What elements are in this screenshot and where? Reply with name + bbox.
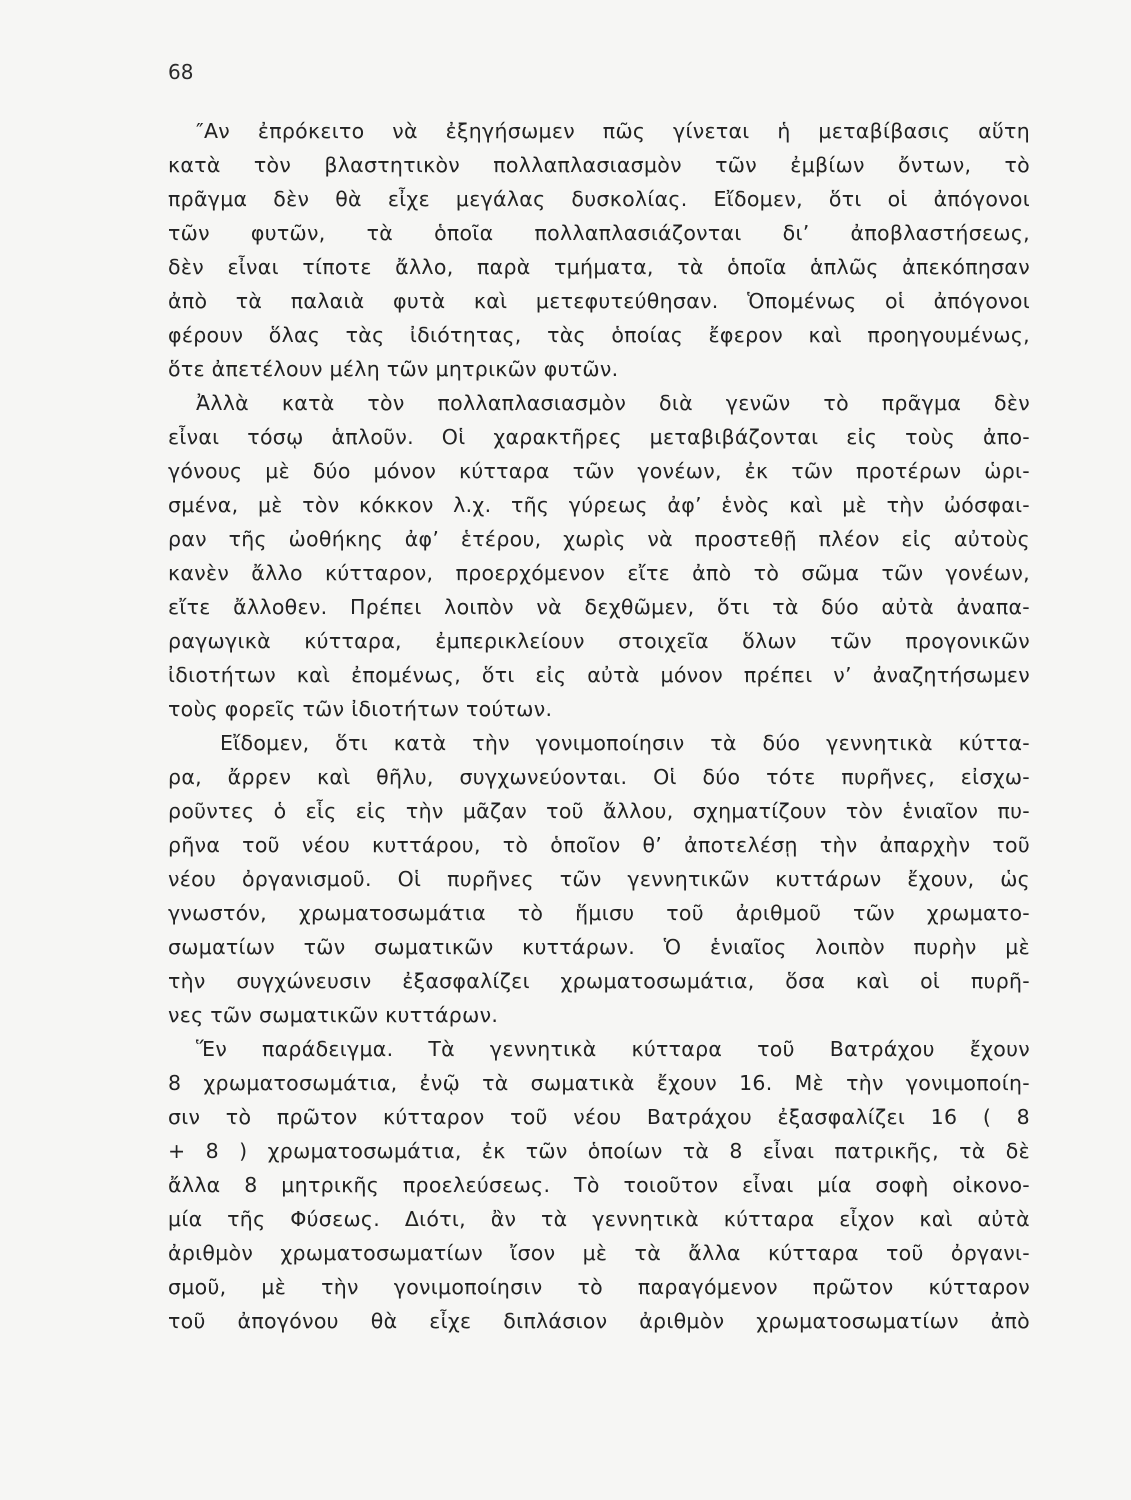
text-line: ραγωγικὰ κύτταρα, ἐμπερικλείουν στοιχεῖα ὅλων τῶν προγονικῶν: [168, 629, 1030, 653]
text-line: εἶναι τόσῳ ἁπλοῦν. Οἱ χαρακτῆρες μεταβιβάζονται εἰς τοὺς ἀπο-: [168, 425, 1030, 449]
text-line: + 8 ) χρωματοσωμάτια, ἐκ τῶν ὁποίων τὰ 8 εἶναι πατρικῆς, τὰ δὲ: [168, 1139, 1030, 1163]
text-line: κανὲν ἄλλο κύτταρον, προερχόμενον εἴτε ἀπὸ τὸ σῶμα τῶν γονέων,: [168, 561, 1030, 585]
text-line: Ἀλλὰ κατὰ τὸν πολλαπλασιασμὸν διὰ γενῶν τὸ πρᾶγμα δὲν: [196, 391, 1030, 415]
text-line: ἀπὸ τὰ παλαιὰ φυτὰ καὶ μετεφυτεύθησαν. Ὁπομένως οἱ ἀπόγονοι: [168, 289, 1030, 313]
page-number: 68: [168, 60, 194, 84]
text-line: σμένα, μὲ τὸν κόκκον λ.χ. τῆς γύρεως ἀφ’ ἑνὸς καὶ μὲ τὴν ὠόσφαι-: [168, 493, 1030, 517]
text-line: ἀριθμὸν χρωματοσωματίων ἴσον μὲ τὰ ἄλλα κύτταρα τοῦ ὀργανι-: [168, 1241, 1030, 1265]
text-line: δὲν εἶναι τίποτε ἄλλο, παρὰ τμήματα, τὰ ὁποῖα ἁπλῶς ἀπεκόπησαν: [168, 255, 1030, 279]
text-line: φέρουν ὅλας τὰς ἰδιότητας, τὰς ὁποίας ἔφερον καὶ προηγουμένως,: [168, 323, 1030, 347]
text-line: πρᾶγμα δὲν θὰ εἶχε μεγάλας δυσκολίας. Εἴδομεν, ὅτι οἱ ἀπόγονοι: [168, 187, 1030, 211]
text-line: σωματίων τῶν σωματικῶν κυττάρων. Ὁ ἑνιαῖος λοιπὸν πυρὴν μὲ: [168, 935, 1030, 959]
text-line: ἰδιοτήτων καὶ ἐπομένως, ὅτι εἰς αὐτὰ μόνον πρέπει ν’ ἀναζητήσωμεν: [168, 663, 1030, 687]
text-line: ροῦντες ὁ εἷς εἰς τὴν μᾶζαν τοῦ ἄλλου, σχηματίζουν τὸν ἑνιαῖον πυ-: [168, 799, 1030, 823]
text-line: 8 χρωματοσωμάτια, ἐνῷ τὰ σωματικὰ ἔχουν 16. Μὲ τὴν γονιμοποίη-: [168, 1071, 1030, 1095]
text-line: νέου ὀργανισμοῦ. Οἱ πυρῆνες τῶν γεννητικῶν κυττάρων ἔχουν, ὡς: [168, 867, 1030, 891]
text-line: κατὰ τὸν βλαστητικὸν πολλαπλασιασμὸν τῶν ἐμβίων ὄντων, τὸ: [168, 153, 1030, 177]
paragraph: [168, 386, 1030, 726]
paragraph: [168, 114, 1030, 386]
text-line: ρα, ἄρρεν καὶ θῆλυ, συγχωνεύονται. Οἱ δύο τότε πυρῆνες, εἰσχω-: [168, 765, 1030, 789]
text-line: ρῆνα τοῦ νέου κυττάρου, τὸ ὁποῖον θ’ ἀποτελέσῃ τὴν ἀπαρχὴν τοῦ: [168, 833, 1030, 857]
text-line: νες τῶν σωματικῶν κυττάρων.: [168, 1003, 499, 1027]
text-line: τῶν φυτῶν, τὰ ὁποῖα πολλαπλασιάζονται δι’ ἀποβλαστήσεως,: [168, 221, 1030, 245]
text-line: τοῦ ἀπογόνου θὰ εἶχε διπλάσιον ἀριθμὸν χρωματοσωματίων ἀπὸ: [168, 1309, 1030, 1333]
text-line: σιν τὸ πρῶτον κύτταρον τοῦ νέου Βατράχου ἐξασφαλίζει 16 ( 8: [168, 1105, 1030, 1129]
paragraph: [168, 1032, 1030, 1338]
body-text: [168, 114, 1030, 1338]
text-line: τοὺς φορεῖς τῶν ἰδιοτήτων τούτων.: [168, 697, 553, 721]
text-line: εἴτε ἄλλοθεν. Πρέπει λοιπὸν νὰ δεχθῶμεν, ὅτι τὰ δύο αὐτὰ ἀναπα-: [168, 595, 1030, 619]
text-line: ὅτε ἀπετέλουν μέλη τῶν μητρικῶν φυτῶν.: [168, 357, 619, 381]
text-line: ἄλλα 8 μητρικῆς προελεύσεως. Τὸ τοιοῦτον εἶναι μία σοφὴ οἰκονο-: [168, 1173, 1030, 1197]
paragraph: [168, 726, 1030, 1032]
text-line: ″Αν ἐπρόκειτο νὰ ἐξηγήσωμεν πῶς γίνεται ἡ μεταβίβασις αὕτη: [196, 119, 1030, 143]
text-line: μία τῆς Φύσεως. Διότι, ἂν τὰ γεννητικὰ κύτταρα εἶχον καὶ αὐτὰ: [168, 1207, 1030, 1231]
text-line: σμοῦ, μὲ τὴν γονιμοποίησιν τὸ παραγόμενον πρῶτον κύτταρον: [168, 1275, 1030, 1299]
text-line: γνωστόν, χρωματοσωμάτια τὸ ἥμισυ τοῦ ἀριθμοῦ τῶν χρωματο-: [168, 901, 1030, 925]
text-line: ραν τῆς ὠοθήκης ἀφ’ ἑτέρου, χωρὶς νὰ προστεθῇ πλέον εἰς αὐτοὺς: [168, 527, 1030, 551]
text-line: γόνους μὲ δύο μόνον κύτταρα τῶν γονέων, ἐκ τῶν προτέρων ὡρι-: [168, 459, 1030, 483]
text-line: τὴν συγχώνευσιν ἐξασφαλίζει χρωματοσωμάτια, ὅσα καὶ οἱ πυρῆ-: [168, 969, 1030, 993]
text-line: Εἴδομεν, ὅτι κατὰ τὴν γονιμοποίησιν τὰ δύο γεννητικὰ κύττα-: [220, 731, 1030, 755]
text-line: Ἕν παράδειγμα. Τὰ γεννητικὰ κύτταρα τοῦ Βατράχου ἔχουν: [196, 1037, 1030, 1061]
